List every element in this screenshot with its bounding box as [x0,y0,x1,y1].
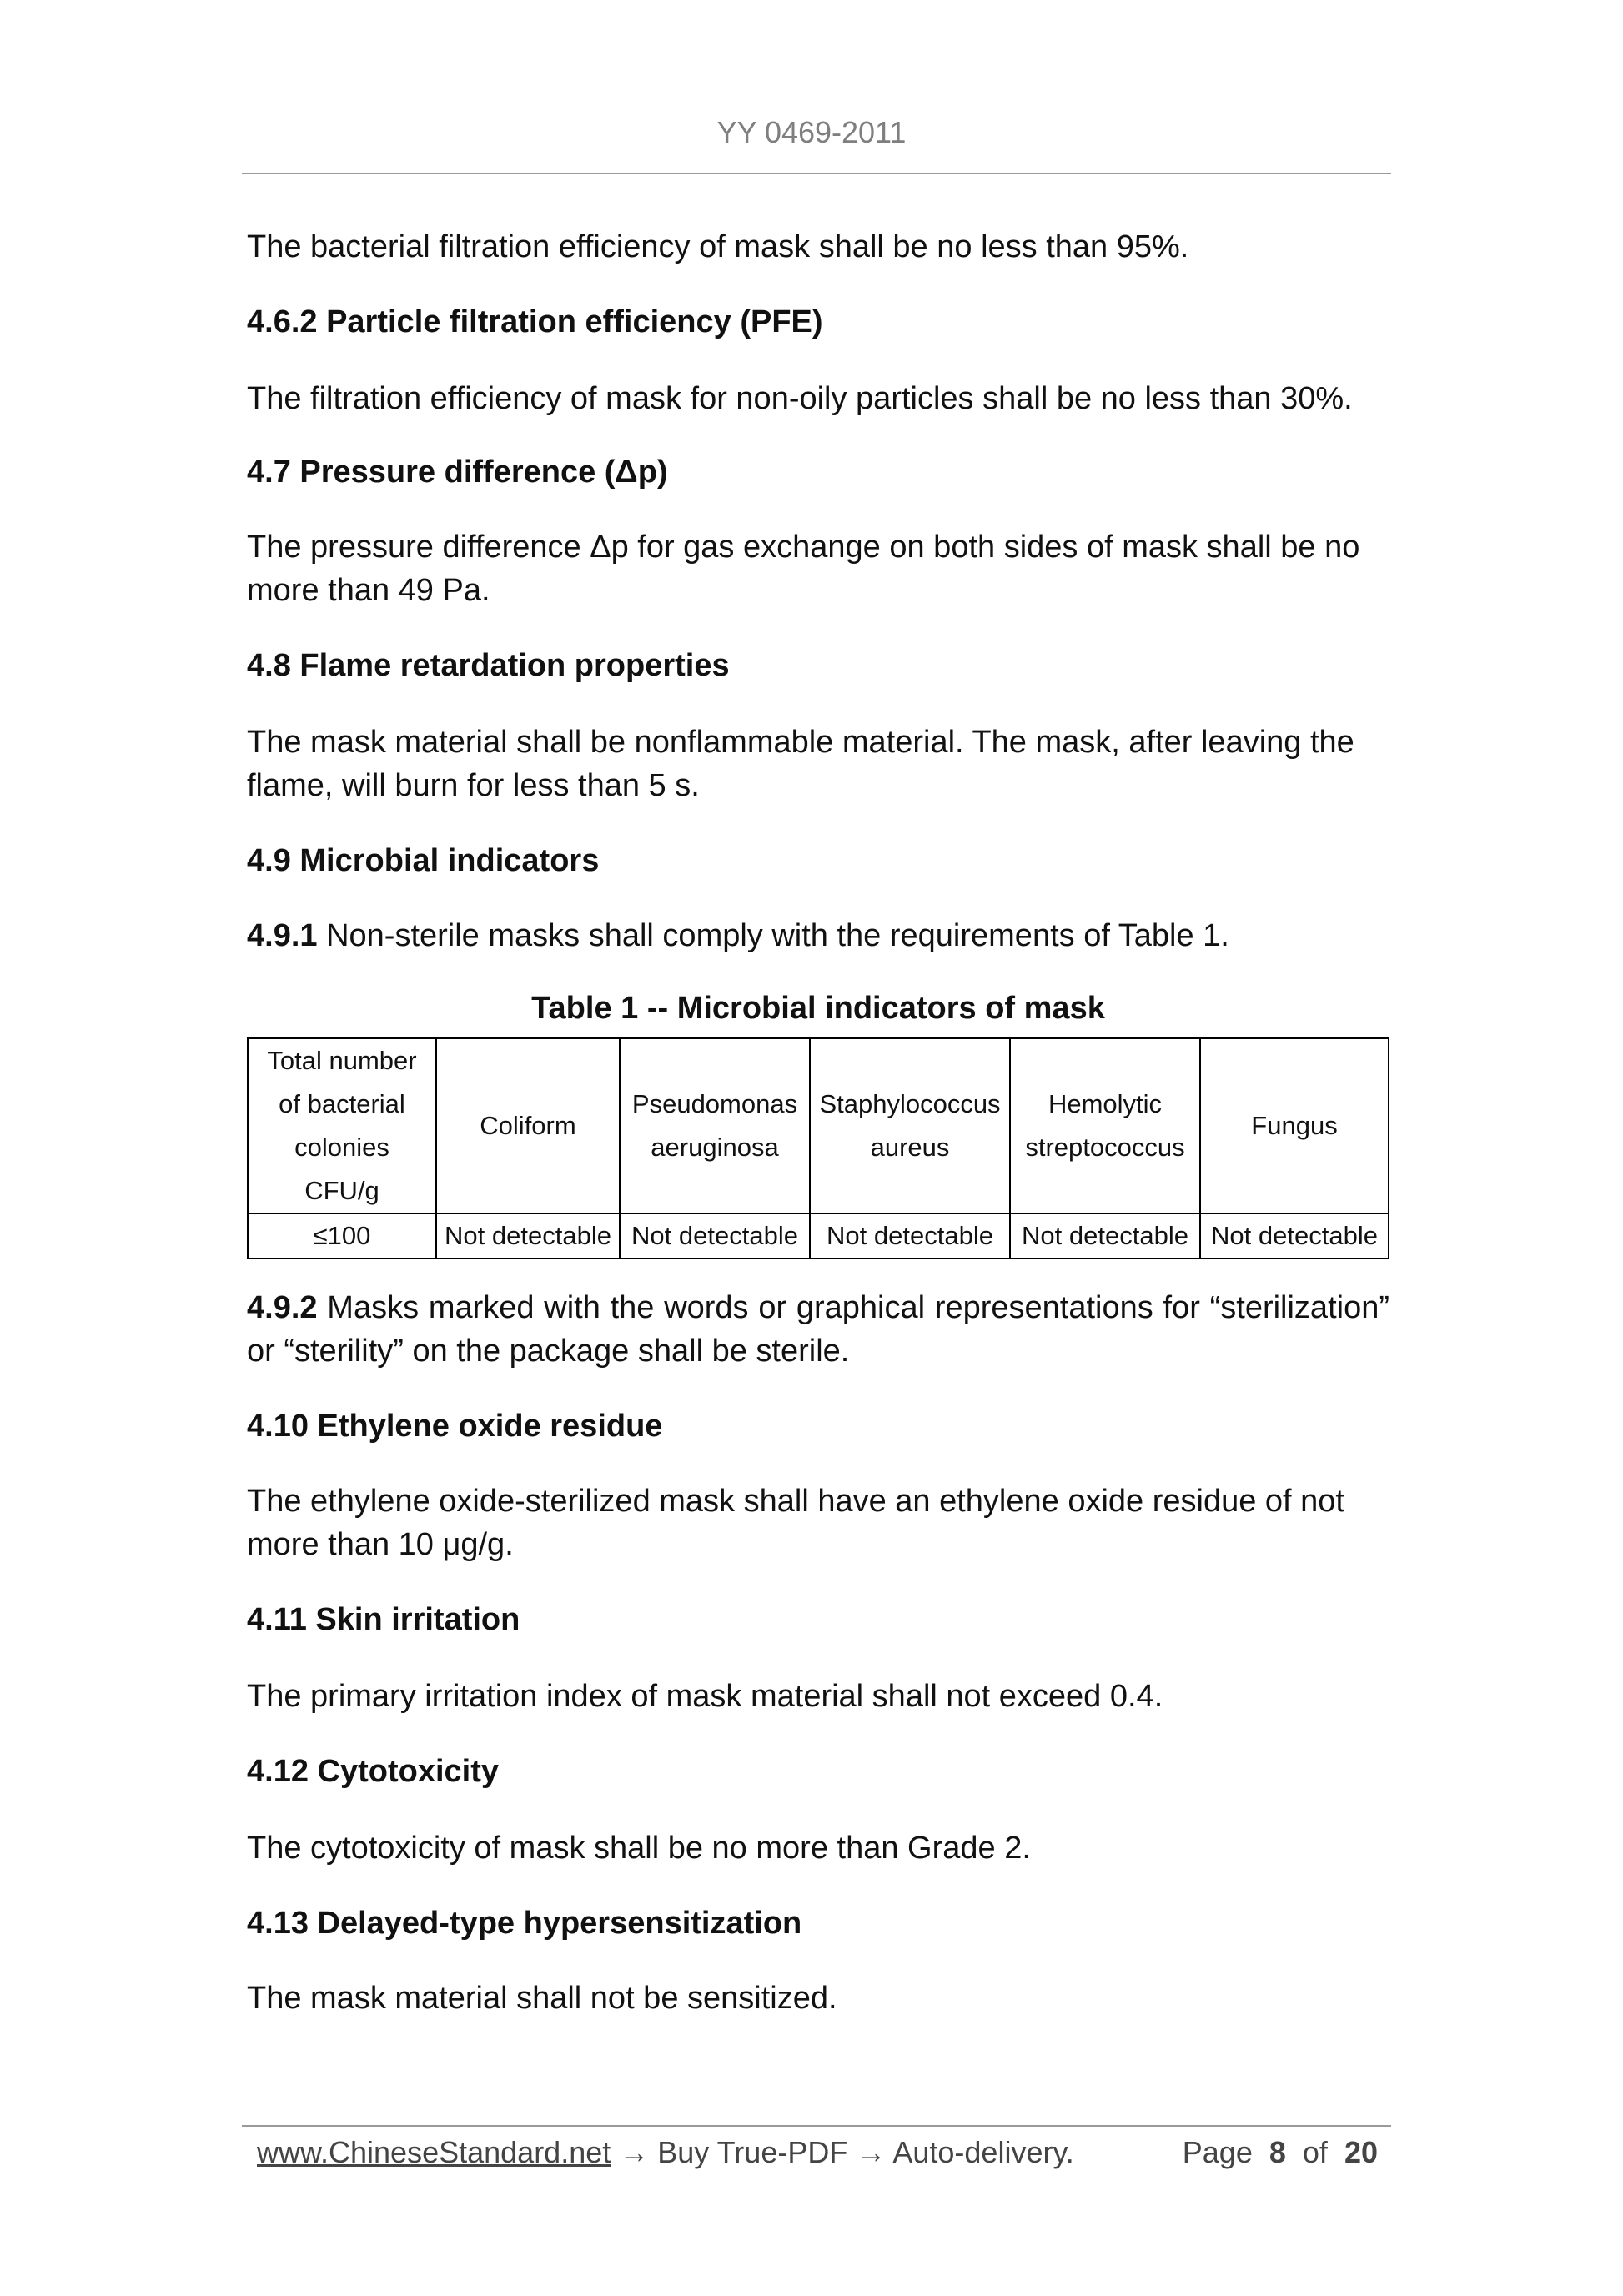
header-pseudomonas: Pseudomonas aeruginosa [620,1038,810,1213]
header-total-bacterial-colonies: Total number of bacterial colonies CFU/g [248,1038,436,1213]
auto-delivery-text: Auto-delivery. [892,2135,1074,2169]
table-cell: Not detectable [620,1213,810,1259]
bfe-requirement-text: The bacterial filtration efficiency of mask shall be no less than 95%. [247,229,1189,264]
current-page: 8 [1269,2135,1286,2169]
header-hemolytic-streptococcus: Hemolytic streptococcus [1010,1038,1200,1213]
header-fungus: Fungus [1200,1038,1389,1213]
microbial-492-paragraph [247,1286,1389,1373]
microbial-491-paragraph [247,914,1389,957]
clause-text: Non-sterile masks shall comply with the requirements of Table 1. [317,918,1229,953]
document-id-header: YY 0469-2011 [716,115,907,149]
chinesestandard-link[interactable]: www.ChineseStandard.net [257,2135,611,2169]
table-cell: Not detectable [1200,1213,1389,1259]
header-staphylococcus: Staphylococcus aureus [810,1038,1010,1213]
microbial-heading: 4.9 Microbial indicators [247,843,600,878]
cyto-requirement-text: The cytotoxicity of mask shall be no more than Grade 2. [247,1831,1031,1866]
pressure-heading: 4.7 Pressure difference (Δp) [247,455,668,490]
header-divider [242,173,1391,174]
table-header-row [248,1038,1389,1213]
total-pages: 20 [1344,2135,1378,2169]
skin-heading: 4.11 Skin irritation [247,1602,520,1637]
pressure-requirement-text: The pressure difference Δp for gas exchange on both sides of mask shall be no more than 49 Pa. [247,530,1360,608]
hyper-requirement-text: The mask material shall not be sensitized. [247,1981,837,2016]
buy-pdf-text: Buy True-PDF [657,2135,848,2169]
table-cell: Not detectable [436,1213,620,1259]
hyper-heading: 4.13 Delayed-type hypersensitization [247,1906,802,1941]
arrow-right-icon: → [611,2135,658,2169]
table-cell: Not detectable [810,1213,1010,1259]
skin-requirement-text: The primary irritation index of mask material shall not exceed 0.4. [247,1679,1163,1714]
clause-number: 4.9.1 [247,918,318,953]
table-cell: Not detectable [1010,1213,1200,1259]
microbial-indicators-table [247,1037,1389,1259]
table-row [248,1213,1389,1259]
table-cell: ≤100 [248,1213,436,1259]
header-coliform: Coliform [436,1038,620,1213]
cyto-heading: 4.12 Cytotoxicity [247,1754,499,1789]
table-title: Table 1 -- Microbial indicators of mask [531,991,1105,1026]
flame-heading: 4.8 Flame retardation properties [247,648,730,683]
page-number: Page 8 of 20 [1182,2135,1378,2169]
pfe-requirement-text: The filtration efficiency of mask for non-oily particles shall be no less than 30%. [247,381,1353,416]
clause-text: Masks marked with the words or graphical representations for “sterilization” or “sterility” on the package shall be sterile. [247,1290,1389,1369]
flame-requirement-text: The mask material shall be nonflammable material. The mask, after leaving the flame, will burn for less than 5 s. [247,725,1354,803]
arrow-right-icon: → [847,2135,893,2169]
eo-heading: 4.10 Ethylene oxide residue [247,1409,663,1444]
pfe-heading: 4.6.2 Particle filtration efficiency (PFE) [247,304,823,339]
clause-number: 4.9.2 [247,1290,318,1325]
footer-links [257,2135,1074,2170]
footer-divider [242,2125,1391,2127]
eo-requirement-text: The ethylene oxide-sterilized mask shall have an ethylene oxide residue of not more than 10 μg/g. [247,1484,1344,1562]
